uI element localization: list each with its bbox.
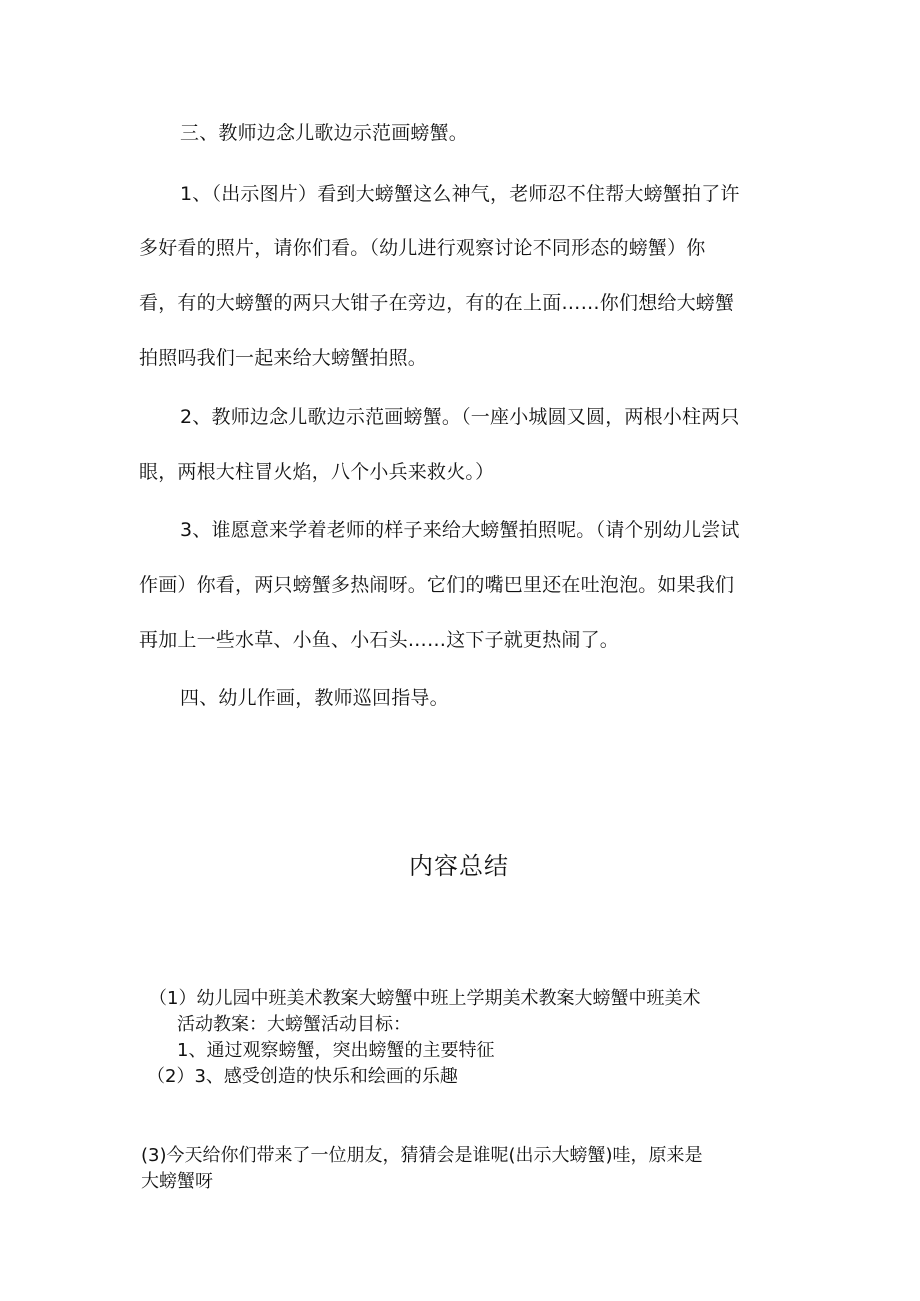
paragraph-line: 看，有的大螃蟹的两只大钳子在旁边，有的在上面……你们想给大螃蟹 — [139, 292, 735, 314]
summary-line: (3)今天给你们带来了一位朋友，猜猜会是谁呢(出示大螃蟹)哇，原来是 — [141, 1145, 703, 1166]
paragraph-line: 多好看的照片，请你们看。（幼儿进行观察讨论不同形态的螃蟹）你 — [139, 237, 706, 259]
summary-line: （2）3、感受创造的快乐和绘画的乐趣 — [147, 1066, 458, 1087]
paragraph-line: 拍照吗我们一起来给大螃蟹拍照。 — [139, 347, 428, 369]
paragraph-line: 2、教师边念儿歌边示范画螃蟹。（一座小城圆又圆，两根小柱两只 — [180, 406, 740, 428]
summary-line: （1）幼儿园中班美术教案大螃蟹中班上学期美术教案大螃蟹中班美术 — [149, 988, 701, 1009]
section-heading-four: 四、幼儿作画，教师巡回指导。 — [180, 687, 449, 709]
paragraph-line: 3、谁愿意来学着老师的样子来给大螃蟹拍照呢。（请个别幼儿尝试 — [180, 519, 740, 541]
summary-title: 内容总结 — [409, 852, 509, 880]
summary-line: 活动教案：大螃蟹活动目标： — [177, 1014, 411, 1035]
paragraph-line: 1、（出示图片）看到大螃蟹这么神气，老师忍不住帮大螃蟹拍了许 — [180, 183, 740, 205]
summary-line: 1、通过观察螃蟹，突出螃蟹的主要特征 — [177, 1040, 495, 1061]
paragraph-line: 再加上一些水草、小鱼、小石头……这下子就更热闹了。 — [139, 629, 620, 651]
section-heading-three: 三、教师边念儿歌边示范画螃蟹。 — [180, 122, 469, 144]
paragraph-line: 眼，两根大柱冒火焰，八个小兵来救火。） — [139, 461, 495, 483]
summary-line: 大螃蟹呀 — [141, 1171, 213, 1192]
paragraph-line: 作画）你看，两只螃蟹多热闹呀。它们的嘴巴里还在吐泡泡。如果我们 — [139, 574, 735, 596]
